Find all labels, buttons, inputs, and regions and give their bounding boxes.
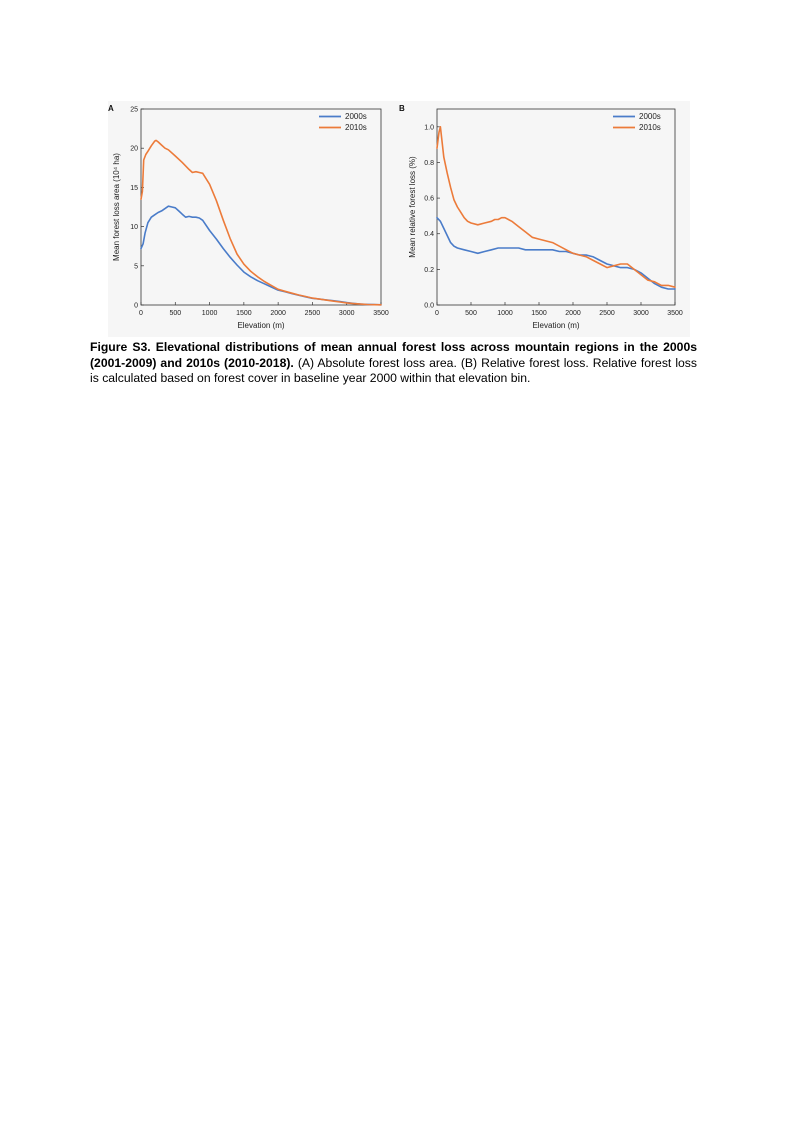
y-tick-label: 25 <box>130 106 138 114</box>
x-tick-label: 2000 <box>565 310 581 317</box>
plot-frame <box>141 109 381 305</box>
legend-label: 2010s <box>639 123 661 132</box>
caption-bold: Figure S3. Elevational distributions of mean annual forest loss across mountain regions in the 2000s (2001-2009) and 2010s (2010-2018). <box>90 340 697 370</box>
legend-label: 2000s <box>639 112 661 121</box>
y-tick-label: 0 <box>134 302 138 310</box>
plot-frame <box>437 109 675 305</box>
y-axis-label: Mean forest loss area (10⁴ ha) <box>112 153 121 261</box>
figure-charts <box>108 101 690 337</box>
x-tick-label: 3500 <box>373 310 389 317</box>
y-tick-label: 0.6 <box>424 195 434 203</box>
x-tick-label: 3500 <box>667 310 683 317</box>
x-tick-label: 0 <box>435 310 439 317</box>
y-tick-label: 0.2 <box>424 266 434 274</box>
x-axis-label: Elevation (m) <box>532 321 580 330</box>
series-line-2000s <box>437 218 675 289</box>
x-tick-label: 1000 <box>201 310 218 317</box>
figure-panel <box>108 101 690 337</box>
caption-text: (A) Absolute forest loss area. (B) Relative forest loss. Relative forest loss is calculated based on forest cover in baseline year 2000 within that elevation bin. <box>90 355 697 385</box>
y-tick-label: 0.0 <box>424 302 434 310</box>
x-tick-label: 2000 <box>270 310 286 317</box>
chart-a <box>108 104 389 330</box>
y-tick-label: 10 <box>130 224 138 232</box>
x-tick-label: 2500 <box>304 310 321 317</box>
y-tick-label: 0.4 <box>424 231 434 239</box>
x-tick-label: 500 <box>465 310 477 317</box>
panel-label: B <box>399 104 405 113</box>
series-line-2010s <box>437 127 675 287</box>
chart-b <box>399 104 683 330</box>
x-tick-label: 3000 <box>633 310 649 317</box>
y-tick-label: 0.8 <box>424 159 434 167</box>
x-tick-label: 1500 <box>236 310 252 317</box>
x-tick-label: 1500 <box>531 310 547 317</box>
panel-label: A <box>108 104 114 113</box>
figure-caption <box>90 340 697 387</box>
y-tick-label: 20 <box>130 145 138 153</box>
series-line-2010s <box>141 140 381 304</box>
y-tick-label: 1.0 <box>424 124 434 132</box>
series-line-2000s <box>141 206 381 305</box>
legend-label: 2000s <box>345 112 367 121</box>
y-tick-label: 15 <box>130 184 138 192</box>
legend-label: 2010s <box>345 123 367 132</box>
y-axis-label: Mean relative forest loss (%) <box>408 156 417 258</box>
x-tick-label: 3000 <box>338 310 355 317</box>
x-tick-label: 500 <box>169 310 182 317</box>
x-tick-label: 0 <box>139 310 143 317</box>
x-tick-label: 1000 <box>497 310 513 317</box>
y-tick-label: 5 <box>134 263 138 271</box>
x-axis-label: Elevation (m) <box>237 321 285 330</box>
x-tick-label: 2500 <box>599 310 615 317</box>
